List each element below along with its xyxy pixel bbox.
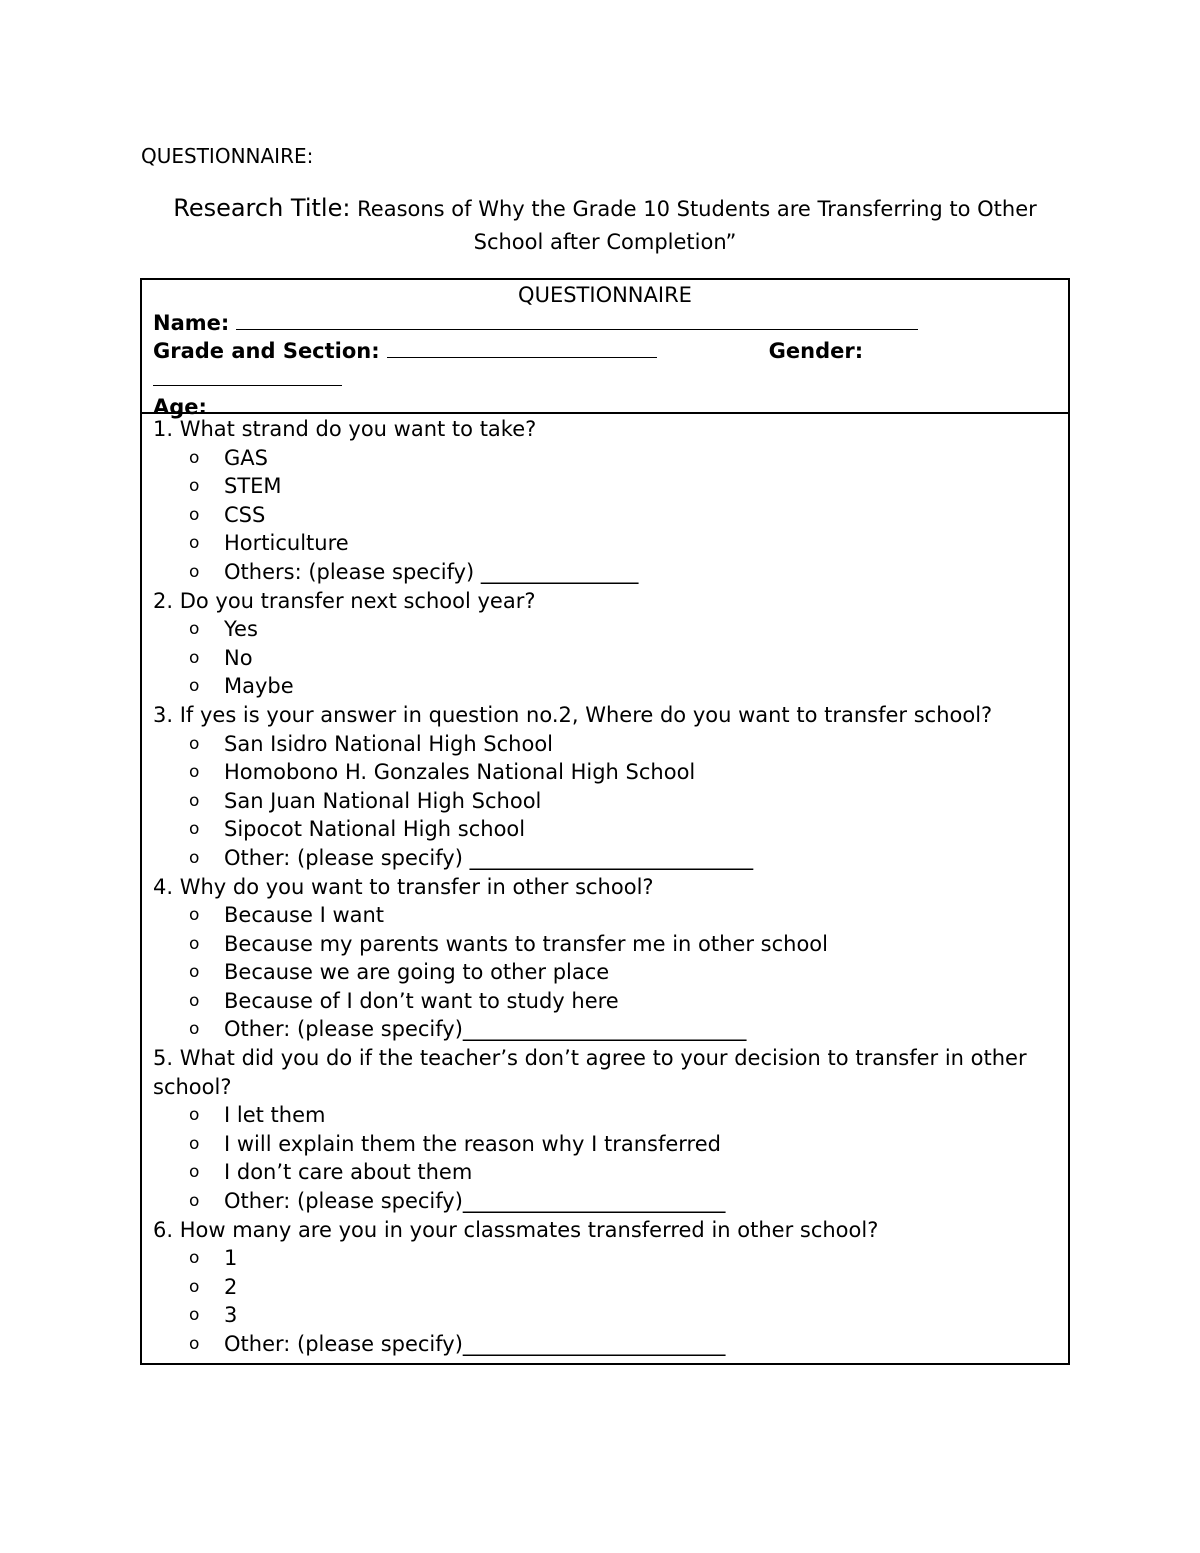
research-title <box>140 192 1070 259</box>
option-yes[interactable]: o Yes <box>153 615 1068 644</box>
option-bullet-icon: o <box>189 905 200 926</box>
option-1[interactable]: o 1 <box>153 1244 1068 1273</box>
name-row <box>153 309 1068 337</box>
option-bullet-icon: o <box>189 1019 200 1040</box>
research-title-text: Reasons of Why the Grade 10 Students are Transferring to Other School after Completion” <box>350 197 1037 254</box>
research-title-label: Research Title: <box>173 194 351 222</box>
question-block <box>153 701 1068 873</box>
question-3: 3. If yes is your answer in question no.2, Where do you want to transfer school? <box>153 702 993 727</box>
question-6: 6. How many are you in your classmates transferred in other school? <box>153 1217 879 1242</box>
option-bullet-icon: o <box>189 1305 200 1326</box>
option-bullet-icon: o <box>189 1191 200 1212</box>
option-dont-want-study[interactable]: o Because of I don’t want to study here <box>153 987 1068 1016</box>
question-5: 5. What did you do if the teacher’s don’t agree to your decision to transfer in other school? <box>153 1046 1027 1099</box>
option-bullet-icon: o <box>189 647 200 668</box>
option-bullet-icon: o <box>189 990 200 1011</box>
questionnaire-title: QUESTIONNAIRE <box>518 283 692 307</box>
question-2: 2. Do you transfer next school year? <box>153 588 536 613</box>
option-others[interactable]: o Others: (please specify) _______________ <box>153 558 1068 587</box>
option-parents[interactable]: o Because my parents wants to transfer me in other school <box>153 930 1068 959</box>
option-bullet-icon: o <box>189 1105 200 1126</box>
option-bullet-icon: o <box>189 676 200 697</box>
name-blank[interactable] <box>236 309 918 330</box>
respondent-info-section <box>142 280 1068 419</box>
option-because-i-want[interactable]: o Because I want <box>153 901 1068 930</box>
gender-label: Gender: <box>768 339 864 363</box>
option-dont-care[interactable]: o I don’t care about them <box>153 1158 1068 1187</box>
option-explain[interactable]: o I will explain them the reason why I transferred <box>153 1130 1068 1159</box>
option-bullet-icon: o <box>189 1334 200 1354</box>
question-5-options <box>153 1101 1068 1215</box>
option-san-juan[interactable]: o San Juan National High School <box>153 787 1068 816</box>
grade-section-blank[interactable] <box>387 337 657 358</box>
question-block <box>153 415 1068 587</box>
option-bullet-icon: o <box>189 1276 200 1297</box>
questions-section <box>142 414 1068 1363</box>
option-san-isidro[interactable]: o San Isidro National High School <box>153 730 1068 759</box>
option-2[interactable]: o 2 <box>153 1273 1068 1302</box>
age-blank[interactable] <box>214 393 261 414</box>
question-1-options <box>153 444 1068 587</box>
option-bullet-icon: o <box>189 819 200 840</box>
option-bullet-icon: o <box>189 962 200 983</box>
grade-section-label: Grade and Section: <box>153 339 380 363</box>
question-block <box>153 1044 1068 1216</box>
questionnaire-table <box>140 278 1070 1365</box>
option-css[interactable]: o CSS <box>153 501 1068 530</box>
option-sipocot[interactable]: o Sipocot National High school <box>153 815 1068 844</box>
option-bullet-icon: o <box>189 1248 200 1269</box>
option-bullet-icon: o <box>189 447 200 468</box>
option-other[interactable]: o Other: (please specify)___________________________ <box>153 1015 1068 1044</box>
option-other-place[interactable]: o Because we are going to other place <box>153 958 1068 987</box>
option-bullet-icon: o <box>189 619 200 640</box>
question-3-options <box>153 730 1068 873</box>
option-other[interactable]: o Other: (please specify)_________________________ <box>153 1330 1068 1359</box>
option-bullet-icon: o <box>189 847 200 868</box>
option-bullet-icon: o <box>189 1133 200 1154</box>
question-6-options <box>153 1244 1068 1358</box>
option-bullet-icon: o <box>189 790 200 811</box>
option-no[interactable]: o No <box>153 644 1068 673</box>
option-other[interactable]: o Other: (please specify)_________________________ <box>153 1187 1068 1216</box>
page-heading: QUESTIONNAIRE: <box>141 144 314 168</box>
question-1: 1. What strand do you want to take? <box>153 417 537 441</box>
option-homobono[interactable]: o Homobono H. Gonzales National High School <box>153 758 1068 787</box>
option-maybe[interactable]: o Maybe <box>153 672 1068 701</box>
option-bullet-icon: o <box>189 733 200 754</box>
question-4: 4. Why do you want to transfer in other school? <box>153 874 654 899</box>
gender-blank[interactable] <box>153 365 342 386</box>
question-block <box>153 587 1068 701</box>
gender-blank-row <box>153 365 1068 393</box>
option-bullet-icon: o <box>189 476 200 497</box>
option-horticulture[interactable]: o Horticulture <box>153 529 1068 558</box>
age-label: Age: <box>153 395 207 419</box>
question-2-options <box>153 615 1068 701</box>
name-label: Name: <box>153 311 230 335</box>
grade-gender-row <box>153 337 1068 365</box>
question-block <box>153 873 1068 1045</box>
question-4-options <box>153 901 1068 1044</box>
option-bullet-icon: o <box>189 533 200 554</box>
question-block <box>153 1216 1068 1359</box>
option-bullet-icon: o <box>189 1162 200 1183</box>
option-bullet-icon: o <box>189 561 200 582</box>
option-bullet-icon: o <box>189 762 200 783</box>
option-3[interactable]: o 3 <box>153 1301 1068 1330</box>
option-bullet-icon: o <box>189 933 200 954</box>
option-gas[interactable]: o GAS <box>153 444 1068 473</box>
option-other[interactable]: o Other: (please specify) ___________________________ <box>153 844 1068 873</box>
option-bullet-icon: o <box>189 504 200 525</box>
option-stem[interactable]: o STEM <box>153 472 1068 501</box>
option-let-them[interactable]: o I let them <box>153 1101 1068 1130</box>
